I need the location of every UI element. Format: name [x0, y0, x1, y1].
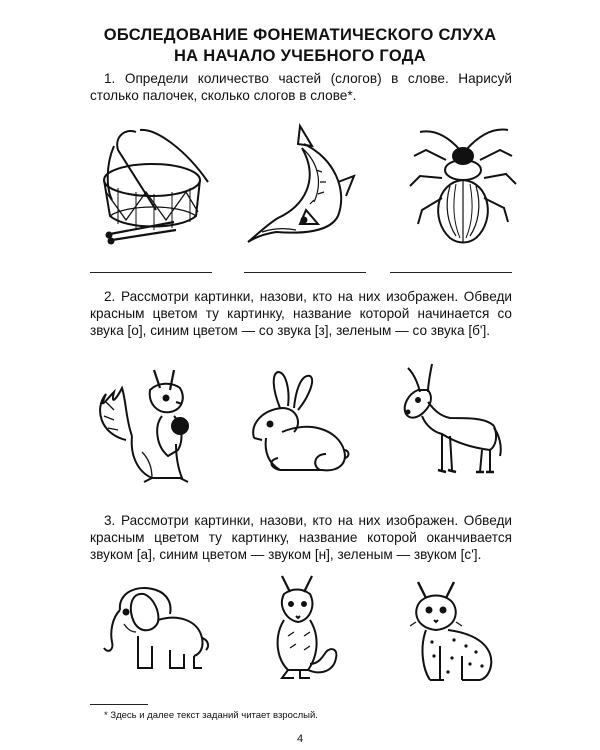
answer-line-3[interactable]	[390, 272, 512, 273]
answer-line-2[interactable]	[244, 272, 366, 273]
footnote-rule	[90, 704, 148, 705]
pike-fish-icon	[238, 120, 363, 250]
elephant-icon	[98, 580, 213, 675]
beetle-icon	[408, 120, 518, 250]
hare-icon	[240, 368, 350, 478]
fox-icon	[264, 566, 342, 686]
task-2-text: 2. Рассмотри картинки, назови, кто на них изображен. Обведи красным цветом ту картинку, название которой начинается со звука [о], синим цветом — со звука [з], зеленым — со звука [б'].	[90, 289, 512, 338]
squirrel-icon	[92, 360, 212, 485]
task-1-text: 1. Определи количество частей (слогов) в слове. Нарисуй столько палочек, сколько слогов в слове*.	[90, 71, 512, 103]
title-line-1: ОБСЛЕДОВАНИЕ ФОНЕМАТИЧЕСКОГО СЛУХА	[103, 26, 497, 44]
lynx-icon	[404, 576, 504, 688]
footnote: * Здесь и далее текст заданий читает взрослый.	[104, 710, 318, 721]
answer-line-1[interactable]	[90, 272, 212, 273]
task-3-text: 3. Рассмотри картинки, назови, кто на них изображен. Обведи красным цветом ту картинку, название которой оканчивается звуком [а], синим цветом — звуком [н], зеленым — звуком [с'].	[90, 513, 512, 562]
drum-icon	[96, 120, 226, 250]
title-line-2: НА НАЧАЛО УЧЕБНОГО ГОДА	[173, 47, 427, 65]
page-number: 4	[296, 733, 304, 745]
donkey-icon	[394, 360, 509, 480]
